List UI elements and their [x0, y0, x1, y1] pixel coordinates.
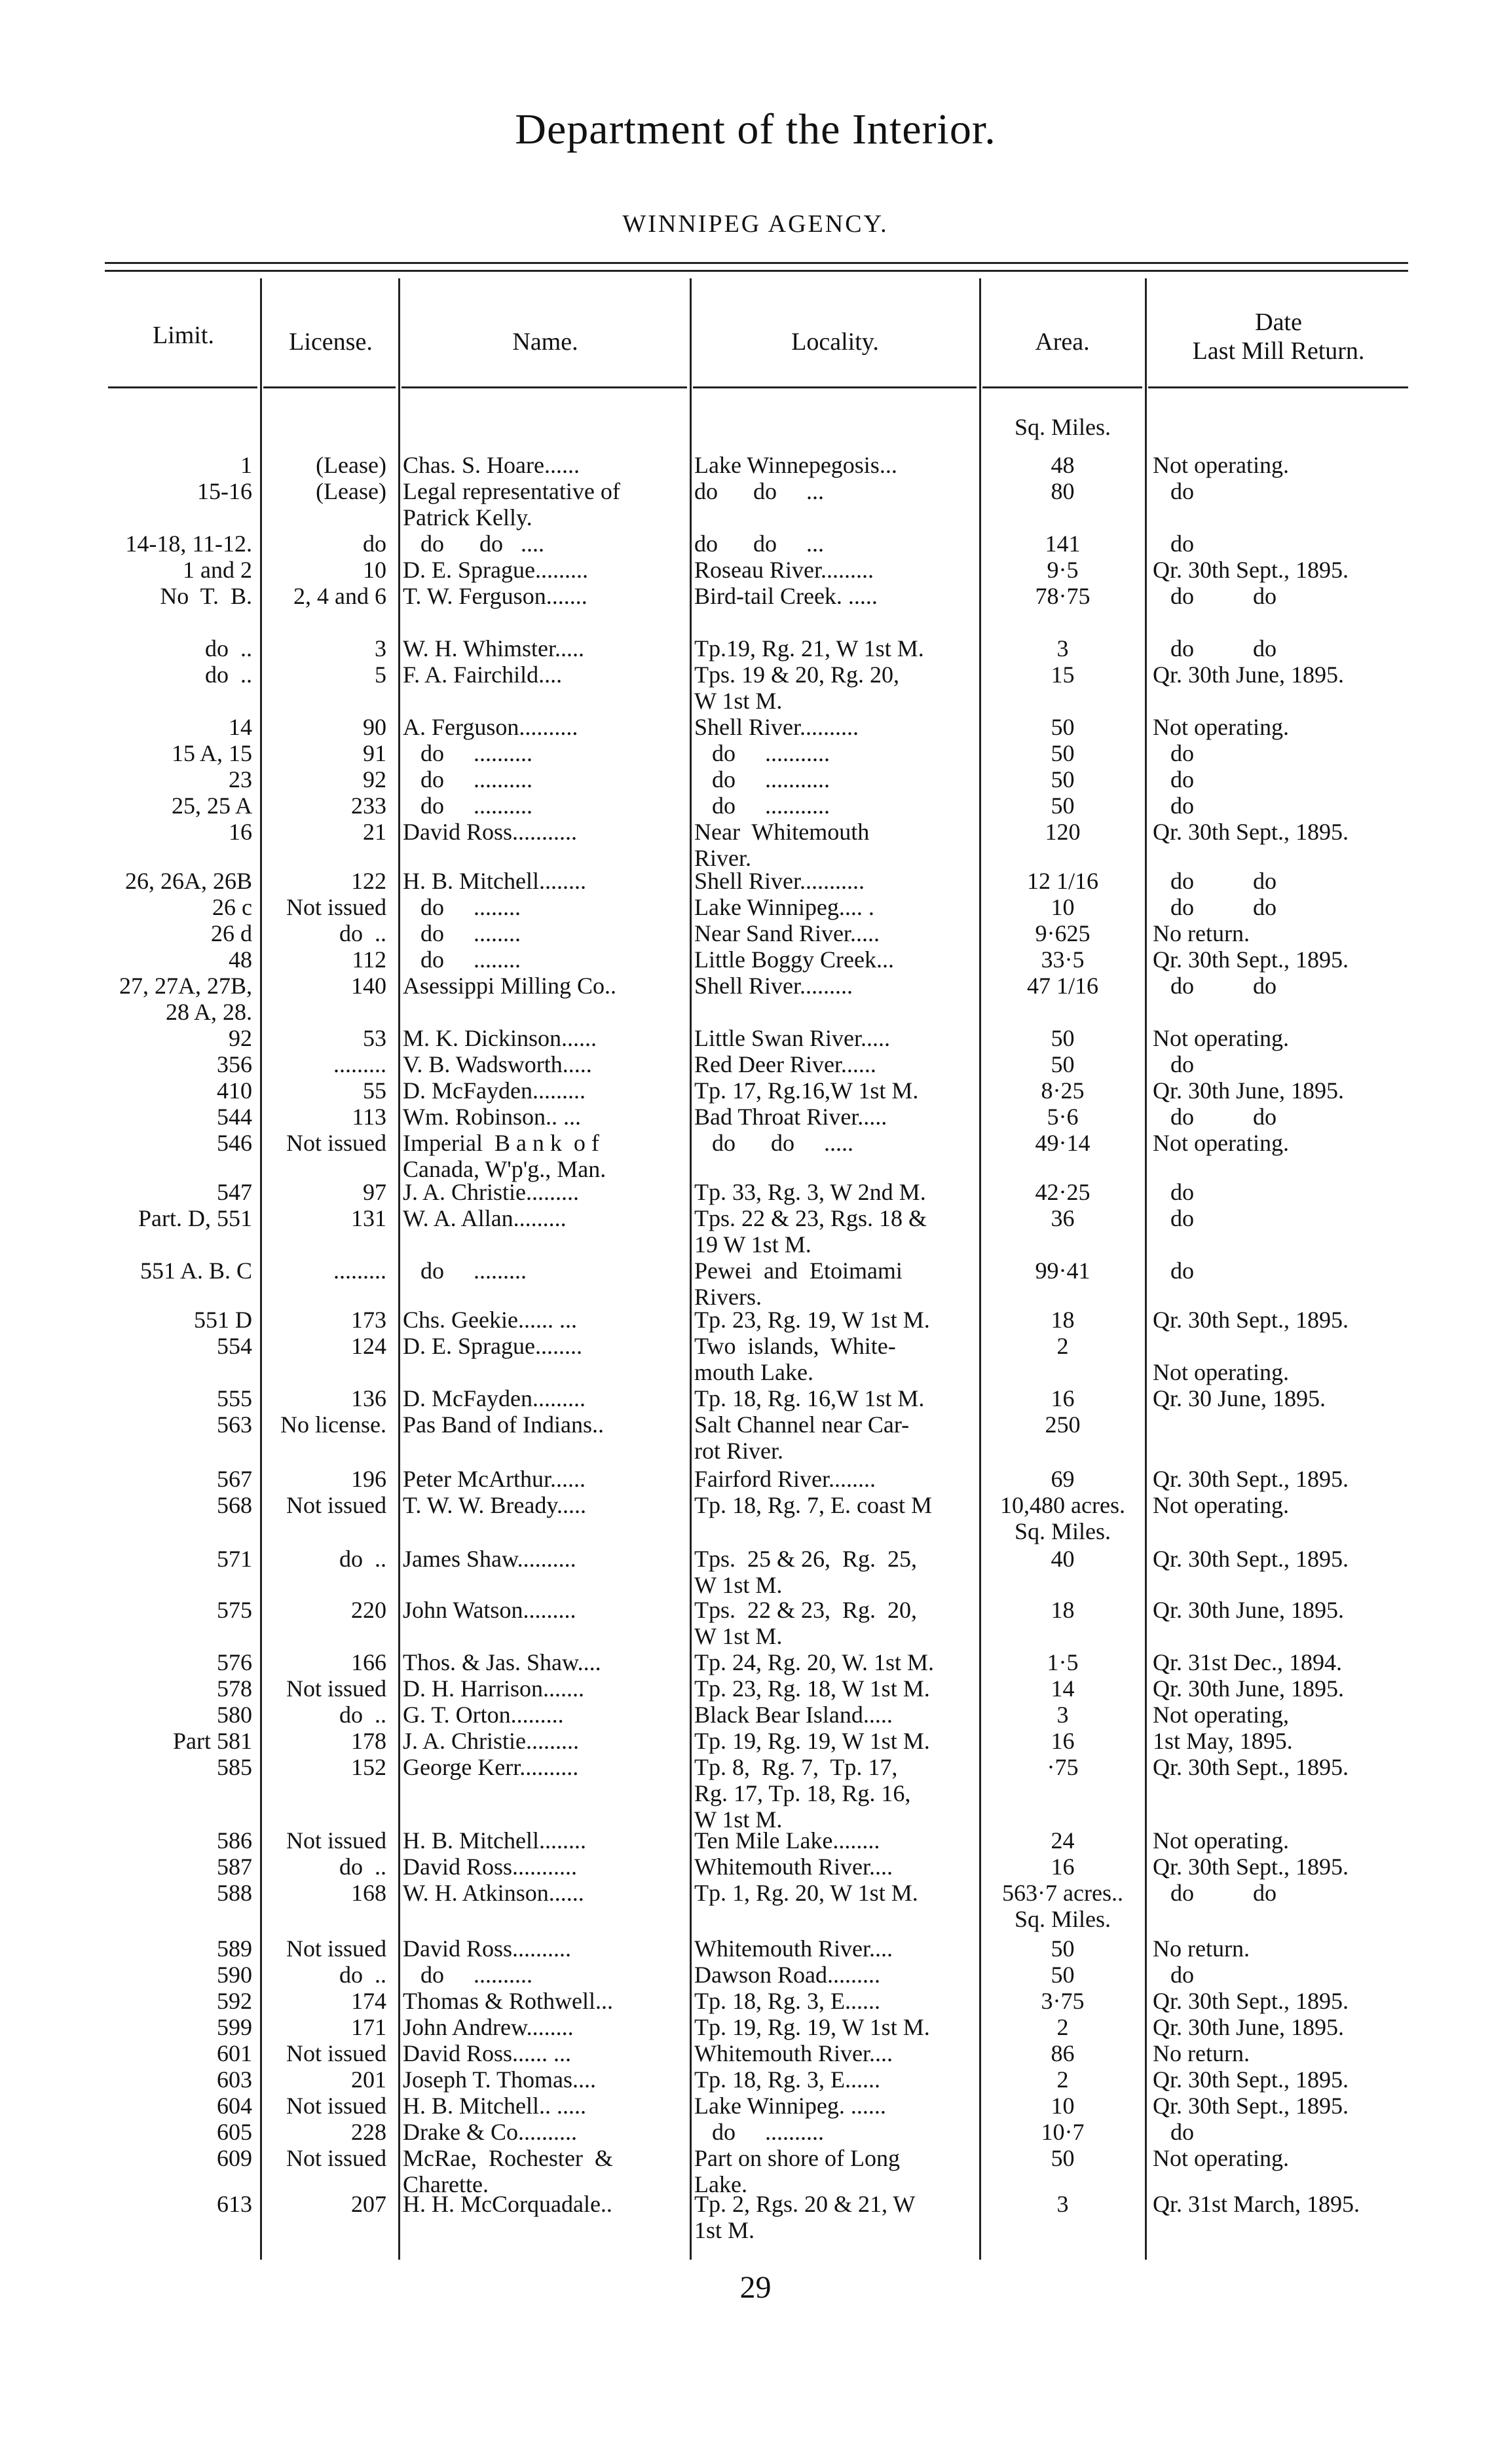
- cell-date: do do: [1170, 1179, 1194, 1231]
- cell-date: do: [1153, 1258, 1194, 1284]
- header-limit: Limit.: [153, 322, 214, 349]
- cell-name: H. B. Mitchell........ David Ross........... W. H. Atkinson......: [403, 1827, 586, 1906]
- cell-area: 42·25 36: [1035, 1179, 1091, 1231]
- col-separator: [398, 278, 400, 2260]
- header-rule: [108, 386, 257, 388]
- cell-date: do do do do No return. Qr. 30th Sept., 1895. do do: [1153, 868, 1349, 999]
- cell-locality: Tp.19, Rg. 21, W 1st M. Tps. 19 & 20, Rg. 20, W 1st M.: [694, 635, 924, 714]
- cell-locality: Shell River.......... do ........... do ........... do ........... Near Whitemouth River.: [694, 714, 870, 871]
- header-license: License.: [289, 328, 373, 356]
- cell-area: 24 16 563·7 acres.. Sq. Miles.: [1002, 1827, 1123, 1932]
- cell-name: do .........: [403, 1258, 527, 1284]
- cell-license: do 10 2, 4 and 6: [293, 531, 386, 609]
- cell-area: 40: [1051, 1546, 1075, 1572]
- cell-name: H. B. Mitchell........ do ........ do ........ do ........ Asessippi Milling Co..: [403, 868, 617, 999]
- cell-name: David Ross.......... do .......... Thomas & Rothwell... John Andrew........ David Ross...... ... Joseph T. Thomas.... H. B. Mitchell.. ..... Drake & Co.......... McRae, Rochester & Charette.: [403, 1935, 613, 2197]
- cell-limit: 586 587 588: [217, 1827, 252, 1906]
- cell-license: Not issued do .. 168: [286, 1827, 386, 1906]
- cell-name: Chs. Geekie...... ... D. E. Sprague........: [403, 1307, 582, 1359]
- cell-area: 50 50 50 50 120: [1045, 714, 1081, 845]
- cell-locality: Little Swan River..... Red Deer River...... Tp. 17, Rg.16,W 1st M. Bad Throat River..... do do .....: [694, 1025, 919, 1156]
- header-rule: [263, 386, 396, 388]
- cell-name: M. K. Dickinson...... V. B. Wadsworth..... D. McFayden......... Wm. Robinson.. ... Imperial B a n k o f Canada, W'p'g., Man.: [403, 1025, 606, 1182]
- cell-area: 50 50 8·25 5·6 49·14: [1035, 1025, 1091, 1156]
- cell-date: Not operating. do: [1153, 452, 1289, 504]
- cell-locality: Whitemouth River.... Dawson Road......... Tp. 18, Rg. 3, E...... Tp. 19, Rg. 19, W 1st M. Whitemouth River.... Tp. 18, Rg. 3, E...... Lake Winnipeg. ...... do .......... Part on shore of Long Lake.: [694, 1935, 930, 2197]
- cell-license: 122 Not issued do .. 112 140: [286, 868, 386, 999]
- cell-locality: Fairford River........ Tp. 18, Rg. 7, E. coast M: [694, 1466, 932, 1518]
- cell-limit: 14-18, 11-12. 1 and 2 No T. B.: [125, 531, 252, 609]
- cell-license: do ..: [339, 1546, 386, 1572]
- cell-name: do do .... D. E. Sprague......... T. W. Ferguson.......: [403, 531, 588, 609]
- cell-license: 207: [351, 2191, 386, 2217]
- cell-limit: 1 15-16: [197, 452, 252, 504]
- cell-locality: Tp. 33, Rg. 3, W 2nd M. Tps. 22 & 23, Rgs. 18 & 19 W 1st M.: [694, 1179, 927, 1258]
- page-number: 29: [739, 2270, 772, 2305]
- cell-limit: 589 590 592 599 601 603 604 605 609: [217, 1935, 252, 2171]
- cell-date: do do Qr. 30th June, 1895.: [1153, 635, 1344, 688]
- cell-license: 53 ......... 55 113 Not issued: [286, 1025, 386, 1156]
- cell-license: Not issued do .. 174 171 Not issued 201 Not issued 228 Not issued: [286, 1935, 386, 2171]
- cell-limit: 576 578 580 Part 581 585: [173, 1649, 252, 1780]
- cell-date: Not operating. do Qr. 30th June, 1895. do do Not operating.: [1153, 1025, 1344, 1156]
- cell-locality: Tps. 22 & 23, Rg. 20, W 1st M.: [694, 1597, 918, 1649]
- cell-limit: 551 D 554: [194, 1307, 252, 1359]
- cell-name: J. A. Christie......... W. A. Allan.........: [403, 1179, 580, 1231]
- cell-limit: 575: [217, 1597, 252, 1623]
- cell-license: 173 124: [351, 1307, 386, 1359]
- header-rule: [982, 386, 1142, 388]
- cell-limit: 571: [217, 1546, 252, 1572]
- cell-locality: Ten Mile Lake........ Whitemouth River.... Tp. 1, Rg. 20, W 1st M.: [694, 1827, 918, 1906]
- cell-date: do Qr. 30th Sept., 1895. do do: [1153, 531, 1349, 609]
- cell-limit: 555 563: [217, 1385, 252, 1438]
- page-title: Department of the Interior.: [515, 105, 996, 153]
- cell-locality: Tps. 25 & 26, Rg. 25, W 1st M.: [694, 1546, 918, 1598]
- cell-area: 3 15: [1051, 635, 1075, 688]
- cell-area: 12 1/16 10 9·625 33·5 47 1/16: [1026, 868, 1098, 999]
- cell-area: 18: [1051, 1597, 1075, 1623]
- top-double-rule-2: [105, 270, 1408, 272]
- header-rule: [401, 386, 687, 388]
- cell-name: James Shaw..........: [403, 1546, 576, 1572]
- cell-area: 99·41: [1035, 1258, 1091, 1284]
- cell-limit: 547 Part. D, 551: [138, 1179, 252, 1231]
- cell-area: 1·5 14 3 16 ·75: [1047, 1649, 1079, 1780]
- cell-date: Qr. 31st Dec., 1894. Qr. 30th June, 1895. Not operating, 1st May, 1895. Qr. 30th Sept., 1895.: [1153, 1649, 1349, 1780]
- header-locality: Locality.: [791, 328, 879, 356]
- cell-license: 136 No license.: [280, 1385, 386, 1438]
- cell-date: Qr. 30th June, 1895.: [1153, 1597, 1344, 1623]
- cell-license: .........: [333, 1258, 386, 1284]
- cell-area: 48 80: [1051, 452, 1075, 504]
- cell-locality: Tp. 18, Rg. 16,W 1st M. Salt Channel near Car- rot River.: [694, 1385, 925, 1464]
- cell-date: Qr. 31st March, 1895.: [1153, 2191, 1360, 2217]
- cell-date: Qr. 30 June, 1895.: [1153, 1385, 1326, 1411]
- cell-date: No return. do Qr. 30th Sept., 1895. Qr. 30th June, 1895. No return. Qr. 30th Sept., 1895. Qr. 30th Sept., 1895. do Not operating.: [1153, 1935, 1349, 2171]
- col-separator: [690, 278, 692, 2260]
- header-rule: [1148, 386, 1408, 388]
- cell-locality: Tp. 23, Rg. 19, W 1st M. Two islands, White- mouth Lake.: [694, 1307, 930, 1385]
- cell-license: 3 5: [375, 635, 386, 688]
- cell-name: Chas. S. Hoare...... Legal representative of Patrick Kelly.: [403, 452, 620, 531]
- cell-area: 18 2: [1051, 1307, 1075, 1359]
- cell-license: 97 131: [351, 1179, 386, 1231]
- cell-limit: 14 15 A, 15 23 25, 25 A 16: [171, 714, 252, 845]
- header-date: Date Last Mill Return.: [1192, 308, 1365, 365]
- cell-license: 166 Not issued do .. 178 152: [286, 1649, 386, 1780]
- cell-name: Peter McArthur...... T. W. W. Bready.....: [403, 1466, 586, 1518]
- cell-locality: do do ... Roseau River......... Bird-tail Creek. .....: [694, 531, 878, 609]
- cell-limit: 567 568: [217, 1466, 252, 1518]
- cell-limit: do .. do ..: [205, 635, 252, 688]
- cell-limit: 551 A. B. C: [140, 1258, 252, 1284]
- cell-date: Not operating. Qr. 30th Sept., 1895. do do: [1153, 1827, 1349, 1906]
- cell-area: 3: [1056, 2191, 1069, 2217]
- cell-locality: Lake Winnepegosis... do do ...: [694, 452, 897, 504]
- cell-name: John Watson.........: [403, 1597, 576, 1623]
- cell-area: 16 250: [1045, 1385, 1081, 1438]
- cell-area: 69 10,480 acres. Sq. Miles.: [1000, 1466, 1125, 1544]
- cell-name: H. H. McCorquadale..: [403, 2191, 612, 2217]
- cell-date: Qr. 30th Sept., 1895. Not operating.: [1153, 1466, 1349, 1518]
- cell-license: 196 Not issued: [286, 1466, 386, 1518]
- header-name: Name.: [512, 328, 578, 356]
- cell-locality: Tp. 24, Rg. 20, W. 1st M. Tp. 23, Rg. 18, W 1st M. Black Bear Island..... Tp. 19, Rg. 19, W 1st M. Tp. 8, Rg. 7, Tp. 17, Rg. 17, Tp. 18, Rg. 16, W 1st M.: [694, 1649, 935, 1833]
- agency-heading: WINNIPEG AGENCY.: [622, 210, 889, 238]
- cell-name: A. Ferguson.......... do .......... do .......... do .......... David Ross...........: [403, 714, 578, 845]
- header-area: Area.: [1035, 328, 1090, 356]
- cell-date: Qr. 30th Sept., 1895.: [1153, 1546, 1349, 1572]
- cell-license: 90 91 92 233 21: [351, 714, 386, 845]
- cell-locality: Shell River........... Lake Winnipeg.... . Near Sand River..... Little Boggy Creek... Shell River.........: [694, 868, 894, 999]
- cell-locality: Pewei and Etoimami Rivers.: [694, 1258, 903, 1310]
- cell-area: 50 50 3·75 2 86 2 10 10·7 50: [1041, 1935, 1085, 2171]
- cell-license: 220: [351, 1597, 386, 1623]
- header-rule: [693, 386, 977, 388]
- cell-name: D. McFayden......... Pas Band of Indians..: [403, 1385, 604, 1438]
- cell-limit: 613: [217, 2191, 252, 2217]
- cell-locality: Tp. 2, Rgs. 20 & 21, W 1st M.: [694, 2191, 916, 2243]
- top-double-rule-1: [105, 262, 1408, 264]
- area-unit-label: Sq. Miles.: [1014, 414, 1111, 440]
- cell-name: Thos. & Jas. Shaw.... D. H. Harrison....... G. T. Orton......... J. A. Christie......... George Kerr..........: [403, 1649, 601, 1780]
- cell-date: Qr. 30th Sept., 1895. Not operating.: [1153, 1307, 1349, 1385]
- cell-name: W. H. Whimster..... F. A. Fairchild....: [403, 635, 584, 688]
- cell-license: (Lease) (Lease): [316, 452, 386, 504]
- cell-date: Not operating. do do do Qr. 30th Sept., 1895.: [1153, 714, 1349, 845]
- cell-limit: 92 356 410 544 546: [217, 1025, 252, 1156]
- cell-limit: 26, 26A, 26B 26 c 26 d 48 27, 27A, 27B, 28 A, 28.: [119, 868, 252, 1025]
- cell-area: 141 9·5 78·75: [1035, 531, 1091, 609]
